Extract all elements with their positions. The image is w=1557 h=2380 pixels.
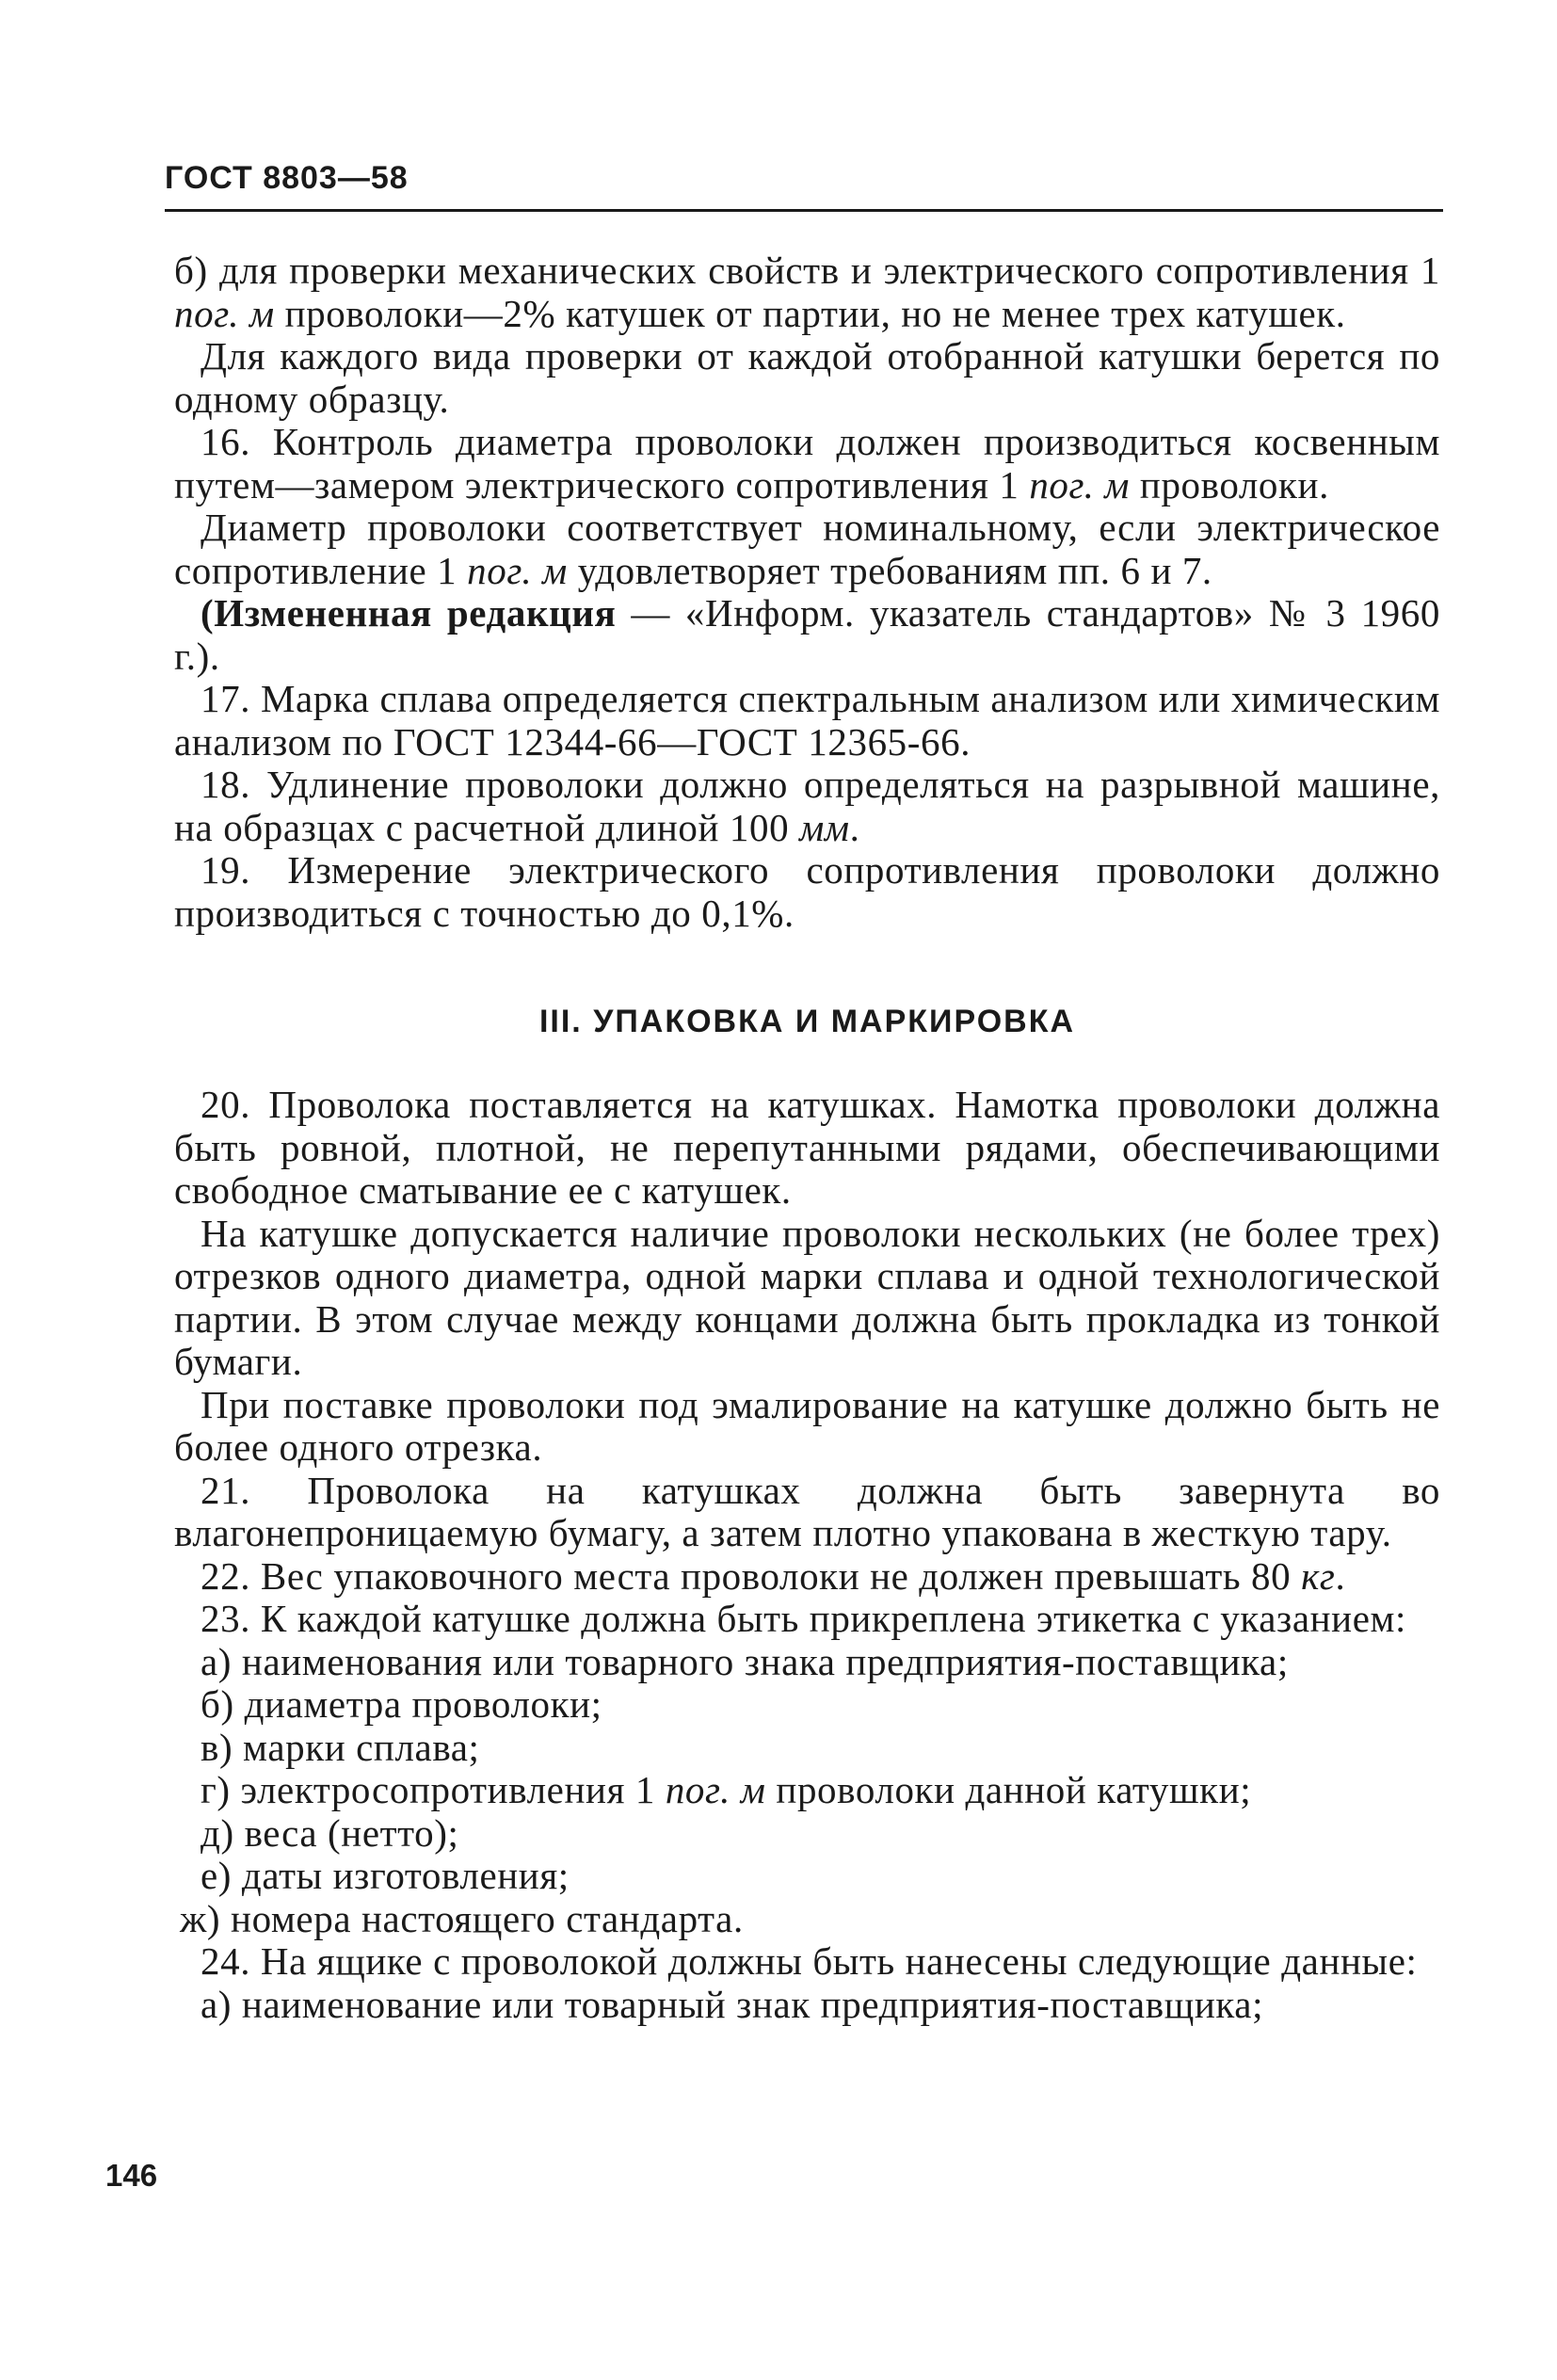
list-item: а) наименование или товарный знак предприятия-поставщика; [201, 1982, 1264, 2026]
paragraph: Для каждого вида проверки от каждой отобранной катушки берется по одному образцу. [174, 334, 1440, 421]
list-item: е) даты изготовления; [201, 1854, 570, 1897]
document-body [174, 249, 1440, 2026]
list-item: б) диаметра проволоки; [201, 1682, 602, 1726]
paragraph: 17. Марка сплава определяется спектральным анализом или химическим анализом по ГОСТ 12344-66—ГОСТ 12365-66. [174, 677, 1440, 764]
paragraph: На катушке допускается наличие проволоки нескольких (не более трех) отрезков одного диаметра, одной марки сплава и одной технологической партии. В этом случае между концами должна быть прокладка из тонкой бумаги. [174, 1211, 1440, 1383]
paragraph: 22. Вес упаковочного места проволоки не должен превышать 80 кг. [201, 1553, 1346, 1598]
list-item: г) электросопротивления 1 пог. м проволоки данной катушки; [201, 1768, 1252, 1811]
paragraph: 18. Удлинение проволоки должно определяться на разрывной машине, на образцах с расчетной длиной 100 мм. [174, 763, 1440, 849]
list-item: в) марки сплава; [201, 1725, 480, 1769]
list-item: ж) номера настоящего стандарта. [180, 1896, 744, 1940]
header-rule [165, 209, 1443, 212]
paragraph: При поставке проволоки под эмалирование на катушке должно быть не более одного отрезка. [174, 1382, 1440, 1469]
paragraph: б) для проверки механических свойств и электрического сопротивления 1 пог. м проволоки—2% катушек от партии, но не менее трех катушек. [174, 249, 1440, 335]
section-title: III. УПАКОВКА И МАРКИРОВКА [538, 1004, 1076, 1039]
amendment-note: (Измененная редакция — «Информ. указатель стандартов» № 3 1960 г.). [174, 591, 1440, 678]
paragraph: 23. К каждой катушке должна быть прикреплена этикетка с указанием: [201, 1597, 1407, 1640]
list-item: а) наименования или товарного знака предприятия-поставщика; [201, 1639, 1289, 1683]
paragraph: 21. Проволока на катушках должна быть завернута во влагонепроницаемую бумагу, а затем плотно упакована в жесткую тару. [174, 1468, 1440, 1554]
page-number: 146 [105, 2158, 158, 2193]
paragraph: 16. Контроль диаметра проволоки должен производиться косвенным путем—замером электрического сопротивления 1 пог. м проволоки. [174, 420, 1440, 507]
paragraph: 19. Измерение электрического сопротивления проволоки должно производиться с точностью до 0,1%. [174, 848, 1440, 935]
paragraph: Диаметр проволоки соответствует номинальному, если электрическое сопротивление 1 пог. м удовлетворяет требованиям пп. 6 и 7. [174, 506, 1440, 592]
page-header: ГОСТ 8803—58 [165, 160, 409, 196]
paragraph: 20. Проволока поставляется на катушках. Намотка проволоки должна быть ровной, плотной, не перепутанными рядами, обеспечивающими свободное сматывание ее с катушек. [174, 1083, 1440, 1212]
paragraph: 24. На ящике с проволокой должны быть нанесены следующие данные: [201, 1939, 1418, 1983]
list-item: д) веса (нетто); [201, 1810, 459, 1855]
